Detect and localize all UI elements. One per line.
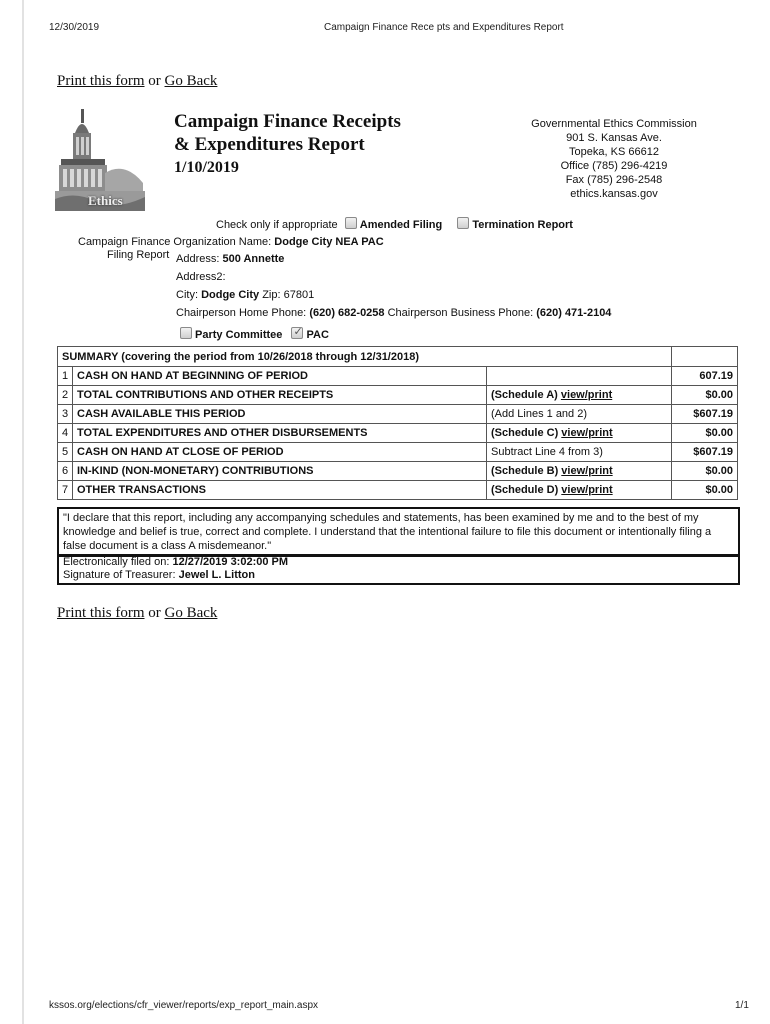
line-number: 6 [58, 462, 73, 481]
agency-address: 901 S. Kansas Ave. [566, 132, 662, 144]
schedule-cell [487, 462, 672, 481]
summary-header: SUMMARY (covering the period from 10/26/2018 through 12/31/2018) [58, 347, 672, 367]
report-date: 1/10/2019 [174, 159, 239, 176]
zip-value: 67801 [283, 289, 315, 301]
scan-edge [22, 0, 24, 1024]
amended-filing-checkbox[interactable] [345, 217, 357, 229]
summary-rows [58, 367, 738, 500]
line-number: 2 [58, 386, 73, 405]
filing-report-label: Filing Report [107, 249, 170, 261]
address2-label: Address2: [176, 271, 226, 283]
summary-header-row [58, 347, 738, 367]
line-description: CASH ON HAND AT CLOSE OF PERIOD [73, 443, 487, 462]
summary-row [58, 386, 738, 405]
report-title-line2: & Expenditures Report [174, 134, 365, 155]
business-phone-value: (620) 471-2104 [536, 307, 612, 319]
print-title: Campaign Finance Rece pts and Expenditures Report [324, 22, 564, 33]
line-number: 4 [58, 424, 73, 443]
city-label: City: [176, 289, 198, 301]
bottom-nav [57, 605, 217, 622]
amended-filing-label: Amended Filing [359, 219, 443, 231]
committee-type-row [180, 327, 329, 341]
termination-report-label: Termination Report [472, 219, 573, 231]
line-description: OTHER TRANSACTIONS [73, 481, 487, 500]
filing-info [57, 554, 740, 585]
city-value: Dodge City [201, 289, 260, 301]
go-back-link[interactable]: Go Back [164, 73, 218, 89]
phone-row [176, 307, 611, 319]
agency-block [514, 117, 714, 201]
line-description: CASH ON HAND AT BEGINNING OF PERIOD [73, 367, 487, 386]
line-description: CASH AVAILABLE THIS PERIOD [73, 405, 487, 424]
line-amount: $0.00 [672, 424, 738, 443]
signature-label: Signature of Treasurer: [63, 569, 176, 581]
schedule-cell [487, 405, 672, 424]
schedule-label: (Schedule A) [491, 389, 558, 401]
agency-city: Topeka, KS 66612 [569, 146, 659, 158]
print-form-link[interactable]: Print this form [57, 73, 145, 89]
summary-row [58, 367, 738, 386]
address-row [176, 253, 284, 265]
filed-on-label: Electronically filed on: [63, 556, 170, 568]
summary-row [58, 424, 738, 443]
home-phone-value: (620) 682-0258 [309, 307, 385, 319]
line-amount: $0.00 [672, 481, 738, 500]
check-only-label: Check only if appropriate [216, 219, 338, 231]
schedule-cell [487, 367, 672, 386]
agency-fax: Fax (785) 296-2548 [565, 174, 663, 186]
agency-office-phone: Office (785) 296-4219 [560, 160, 668, 172]
line-amount: $607.19 [672, 405, 738, 424]
schedule-label: (Add Lines 1 and 2) [491, 408, 588, 420]
party-committee-checkbox[interactable] [180, 327, 192, 339]
summary-table [57, 346, 738, 500]
schedule-label: Subtract Line 4 from 3) [491, 446, 603, 458]
summary-row [58, 462, 738, 481]
line-amount: $0.00 [672, 386, 738, 405]
line-number: 5 [58, 443, 73, 462]
line-amount: $0.00 [672, 462, 738, 481]
schedule-cell [487, 443, 672, 462]
footer-url: kssos.org/elections/cfr_viewer/reports/exp_report_main.aspx [49, 1000, 319, 1011]
line-description: TOTAL CONTRIBUTIONS AND OTHER RECEIPTS [73, 386, 487, 405]
line-description: IN-KIND (NON-MONETARY) CONTRIBUTIONS [73, 462, 487, 481]
logo-ethics-text: Ethics [88, 193, 123, 208]
line-number: 3 [58, 405, 73, 424]
zip-label: Zip: [262, 289, 281, 301]
summary-row [58, 405, 738, 424]
schedule-cell [487, 481, 672, 500]
schedule-label: (Schedule D) [491, 484, 559, 496]
filed-on-row [63, 556, 734, 569]
schedule-cell [487, 424, 672, 443]
termination-report-checkbox[interactable] [457, 217, 469, 229]
agency-website: ethics.kansas.gov [570, 188, 658, 200]
org-name-row [78, 236, 384, 248]
line-amount: 607.19 [672, 367, 738, 386]
pac-label: PAC [306, 329, 329, 341]
business-phone-label: Chairperson Business Phone: [387, 307, 534, 319]
city-zip-row [176, 289, 314, 301]
view-print-link[interactable]: view/print [561, 427, 613, 439]
top-nav [57, 73, 217, 90]
org-name-label: Campaign Finance Organization Name: [78, 236, 272, 248]
print-form-link-bottom[interactable]: Print this form [57, 605, 145, 621]
signature-row [63, 569, 734, 582]
address-value: 500 Annette [222, 253, 285, 265]
go-back-link-bottom[interactable]: Go Back [164, 605, 218, 621]
report-title [174, 110, 401, 179]
home-phone-label: Chairperson Home Phone: [176, 307, 307, 319]
line-number: 7 [58, 481, 73, 500]
report-title-line1: Campaign Finance Receipts [174, 111, 401, 132]
view-print-link[interactable]: view/print [560, 389, 613, 401]
filing-options [216, 217, 573, 231]
summary-row [58, 481, 738, 500]
view-print-link[interactable]: view/print [561, 484, 613, 496]
print-date: 12/30/2019 [49, 22, 100, 33]
nav-or-text-bottom: or [148, 605, 161, 621]
nav-or-text: or [148, 73, 161, 89]
schedule-cell [487, 386, 672, 405]
declaration-text: "I declare that this report, including any accompanying schedules and statements, has been examined by me and to the best of my knowledge and belief is true, correct and complete. I understand that the intentional failure to file this document or intentionally filing a false document is a class A misdemeanor." [57, 507, 740, 557]
address-label: Address: [176, 253, 220, 265]
line-number: 1 [58, 367, 73, 386]
view-print-link[interactable]: view/print [561, 465, 613, 477]
pac-checkbox[interactable] [291, 327, 303, 339]
filed-on-value: 12/27/2019 3:02:00 PM [172, 556, 289, 568]
schedule-label: (Schedule C) [491, 427, 559, 439]
line-description: TOTAL EXPENDITURES AND OTHER DISBURSEMENTS [73, 424, 487, 443]
summary-row [58, 443, 738, 462]
schedule-label: (Schedule B) [491, 465, 559, 477]
party-committee-label: Party Committee [195, 329, 283, 341]
signature-value: Jewel L. Litton [178, 569, 255, 581]
line-amount: $607.19 [672, 443, 738, 462]
org-name-value: Dodge City NEA PAC [274, 236, 384, 248]
footer-page: 1/1 [735, 1000, 749, 1011]
agency-name: Governmental Ethics Commission [531, 118, 697, 130]
